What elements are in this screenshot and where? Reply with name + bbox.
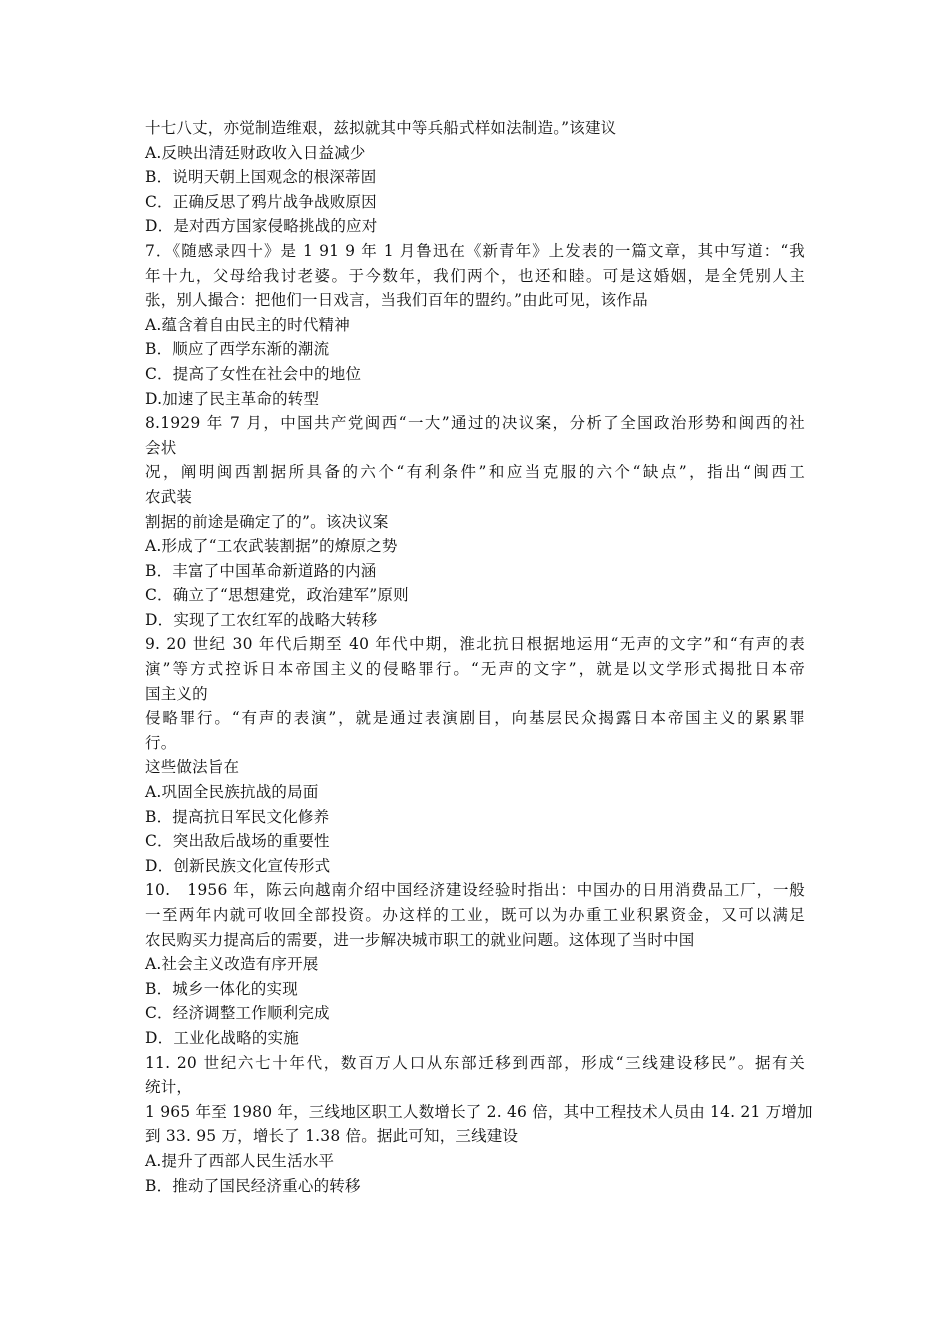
question-11-line: 统计， <box>145 1078 193 1097</box>
option-d: D.加速了民主革命的转型 <box>145 389 320 408</box>
question-10-line: 农民购买力提高后的需要，进一步解决城市职工的就业问题。这体现了当时中国 <box>145 930 695 949</box>
question-10-line: 10. 1956 年，陈云向越南介绍中国经济建设经验时指出：中国办的日用消费品工厂，一般 <box>145 881 805 900</box>
question-8-line: 8.1929 年 7 月，中国共产党闽西“一大”通过的决议案，分析了全国政治形势和闽西的社 <box>145 414 805 433</box>
question-7-line: 7．《随感录四十》是 1 91 9 年 1 月鲁迅在《新青年》上发表的一篇文章，其中写道：“我 <box>145 241 805 260</box>
question-9-line: 国主义的 <box>145 684 208 703</box>
question-7-line: 张，别人撮合：把他们一日戏言，当我们百年的盟约。”由此可见，该作品 <box>145 291 648 310</box>
option-b: B．城乡一体化的实现 <box>145 979 298 998</box>
option-b: B．顺应了西学东渐的潮流 <box>145 340 330 359</box>
option-b: B．推动了国民经济重心的转移 <box>145 1176 361 1195</box>
question-8-line: 会状 <box>145 438 177 457</box>
option-c: C．正确反思了鸦片战争战败原因 <box>145 192 377 211</box>
question-11-line: 11. 20 世纪六七十年代，数百万人口从东部迁移到西部，形成“三线建设移民”。据有关 <box>145 1053 805 1072</box>
option-c: C．提高了女性在社会中的地位 <box>145 364 362 383</box>
option-a: A.形成了“工农武装割据”的燎原之势 <box>145 537 398 556</box>
question-8-line: 农武装 <box>145 487 193 506</box>
option-c: C．确立了“思想建党，政治建军”原则 <box>145 586 409 605</box>
text-line: 十七八丈，亦觉制造维艰，兹拟就其中等兵船式样如法制造。”该建议 <box>145 119 617 137</box>
option-c: C．经济调整工作顺利完成 <box>145 1004 330 1023</box>
option-a: A.社会主义改造有序开展 <box>145 955 319 974</box>
question-10-line: 一至两年内就可收回全部投资。办这样的工业，既可以为办重工业积累资金，又可以满足 <box>145 906 805 924</box>
question-9-line: 演”等方式控诉日本帝国主义的侵略罪行。“无声的文字”，就是以文学形式揭批日本帝 <box>145 660 805 679</box>
option-b: B．说明天朝上国观念的根深蒂固 <box>145 168 377 187</box>
option-d: D．创新民族文化宣传形式 <box>145 856 331 875</box>
option-a: A.反映出清廷财政收入日益减少 <box>145 143 366 162</box>
question-9-line: 这些做法旨在 <box>145 758 240 777</box>
option-a: A.提升了西部人民生活水平 <box>145 1151 335 1170</box>
document-page <box>145 116 813 1198</box>
option-a: A.蕴含着自由民主的时代精神 <box>145 315 350 334</box>
question-9-line: 侵略罪行。“有声的表演”，就是通过表演剧目，向基层民众揭露日本帝国主义的累累罪 <box>145 709 805 728</box>
option-b: B．丰富了中国革命新道路的内涵 <box>145 561 377 580</box>
option-b: B．提高抗日军民文化修养 <box>145 807 330 826</box>
question-9-line: 行。 <box>145 733 177 752</box>
option-a: A.巩固全民族抗战的局面 <box>145 783 319 802</box>
option-d: D．是对西方国家侵略挑战的应对 <box>145 217 378 236</box>
question-7-line: 年十九，父母给我讨老婆。于今数年，我们两个，也还和睦。可是这婚姻，是全凭别人主 <box>145 266 805 285</box>
question-8-line: 况，阐明闽西割据所具备的六个“有利条件”和应当克服的六个“缺点”，指出“闽西工 <box>145 463 805 482</box>
option-c: C．突出敌后战场的重要性 <box>145 832 330 851</box>
question-8-line: 割据的前途是确定了的”。该决议案 <box>145 512 389 531</box>
option-d: D．实现了工农红军的战略大转移 <box>145 610 378 629</box>
question-11-line: 到 33. 95 万，增长了 1.38 倍。据此可知，三线建设 <box>145 1127 519 1146</box>
option-d: D．工业化战略的实施 <box>145 1028 299 1047</box>
question-11-line: 1 965 年至 1980 年，三线地区职工人数增长了 2. 46 倍，其中工程技术人员由 14. 21 万增加 <box>145 1102 813 1121</box>
question-9-line: 9. 20 世纪 30 年代后期至 40 年代中期，淮北抗日根据地运用“无声的文字”和“有声的表 <box>145 635 805 654</box>
